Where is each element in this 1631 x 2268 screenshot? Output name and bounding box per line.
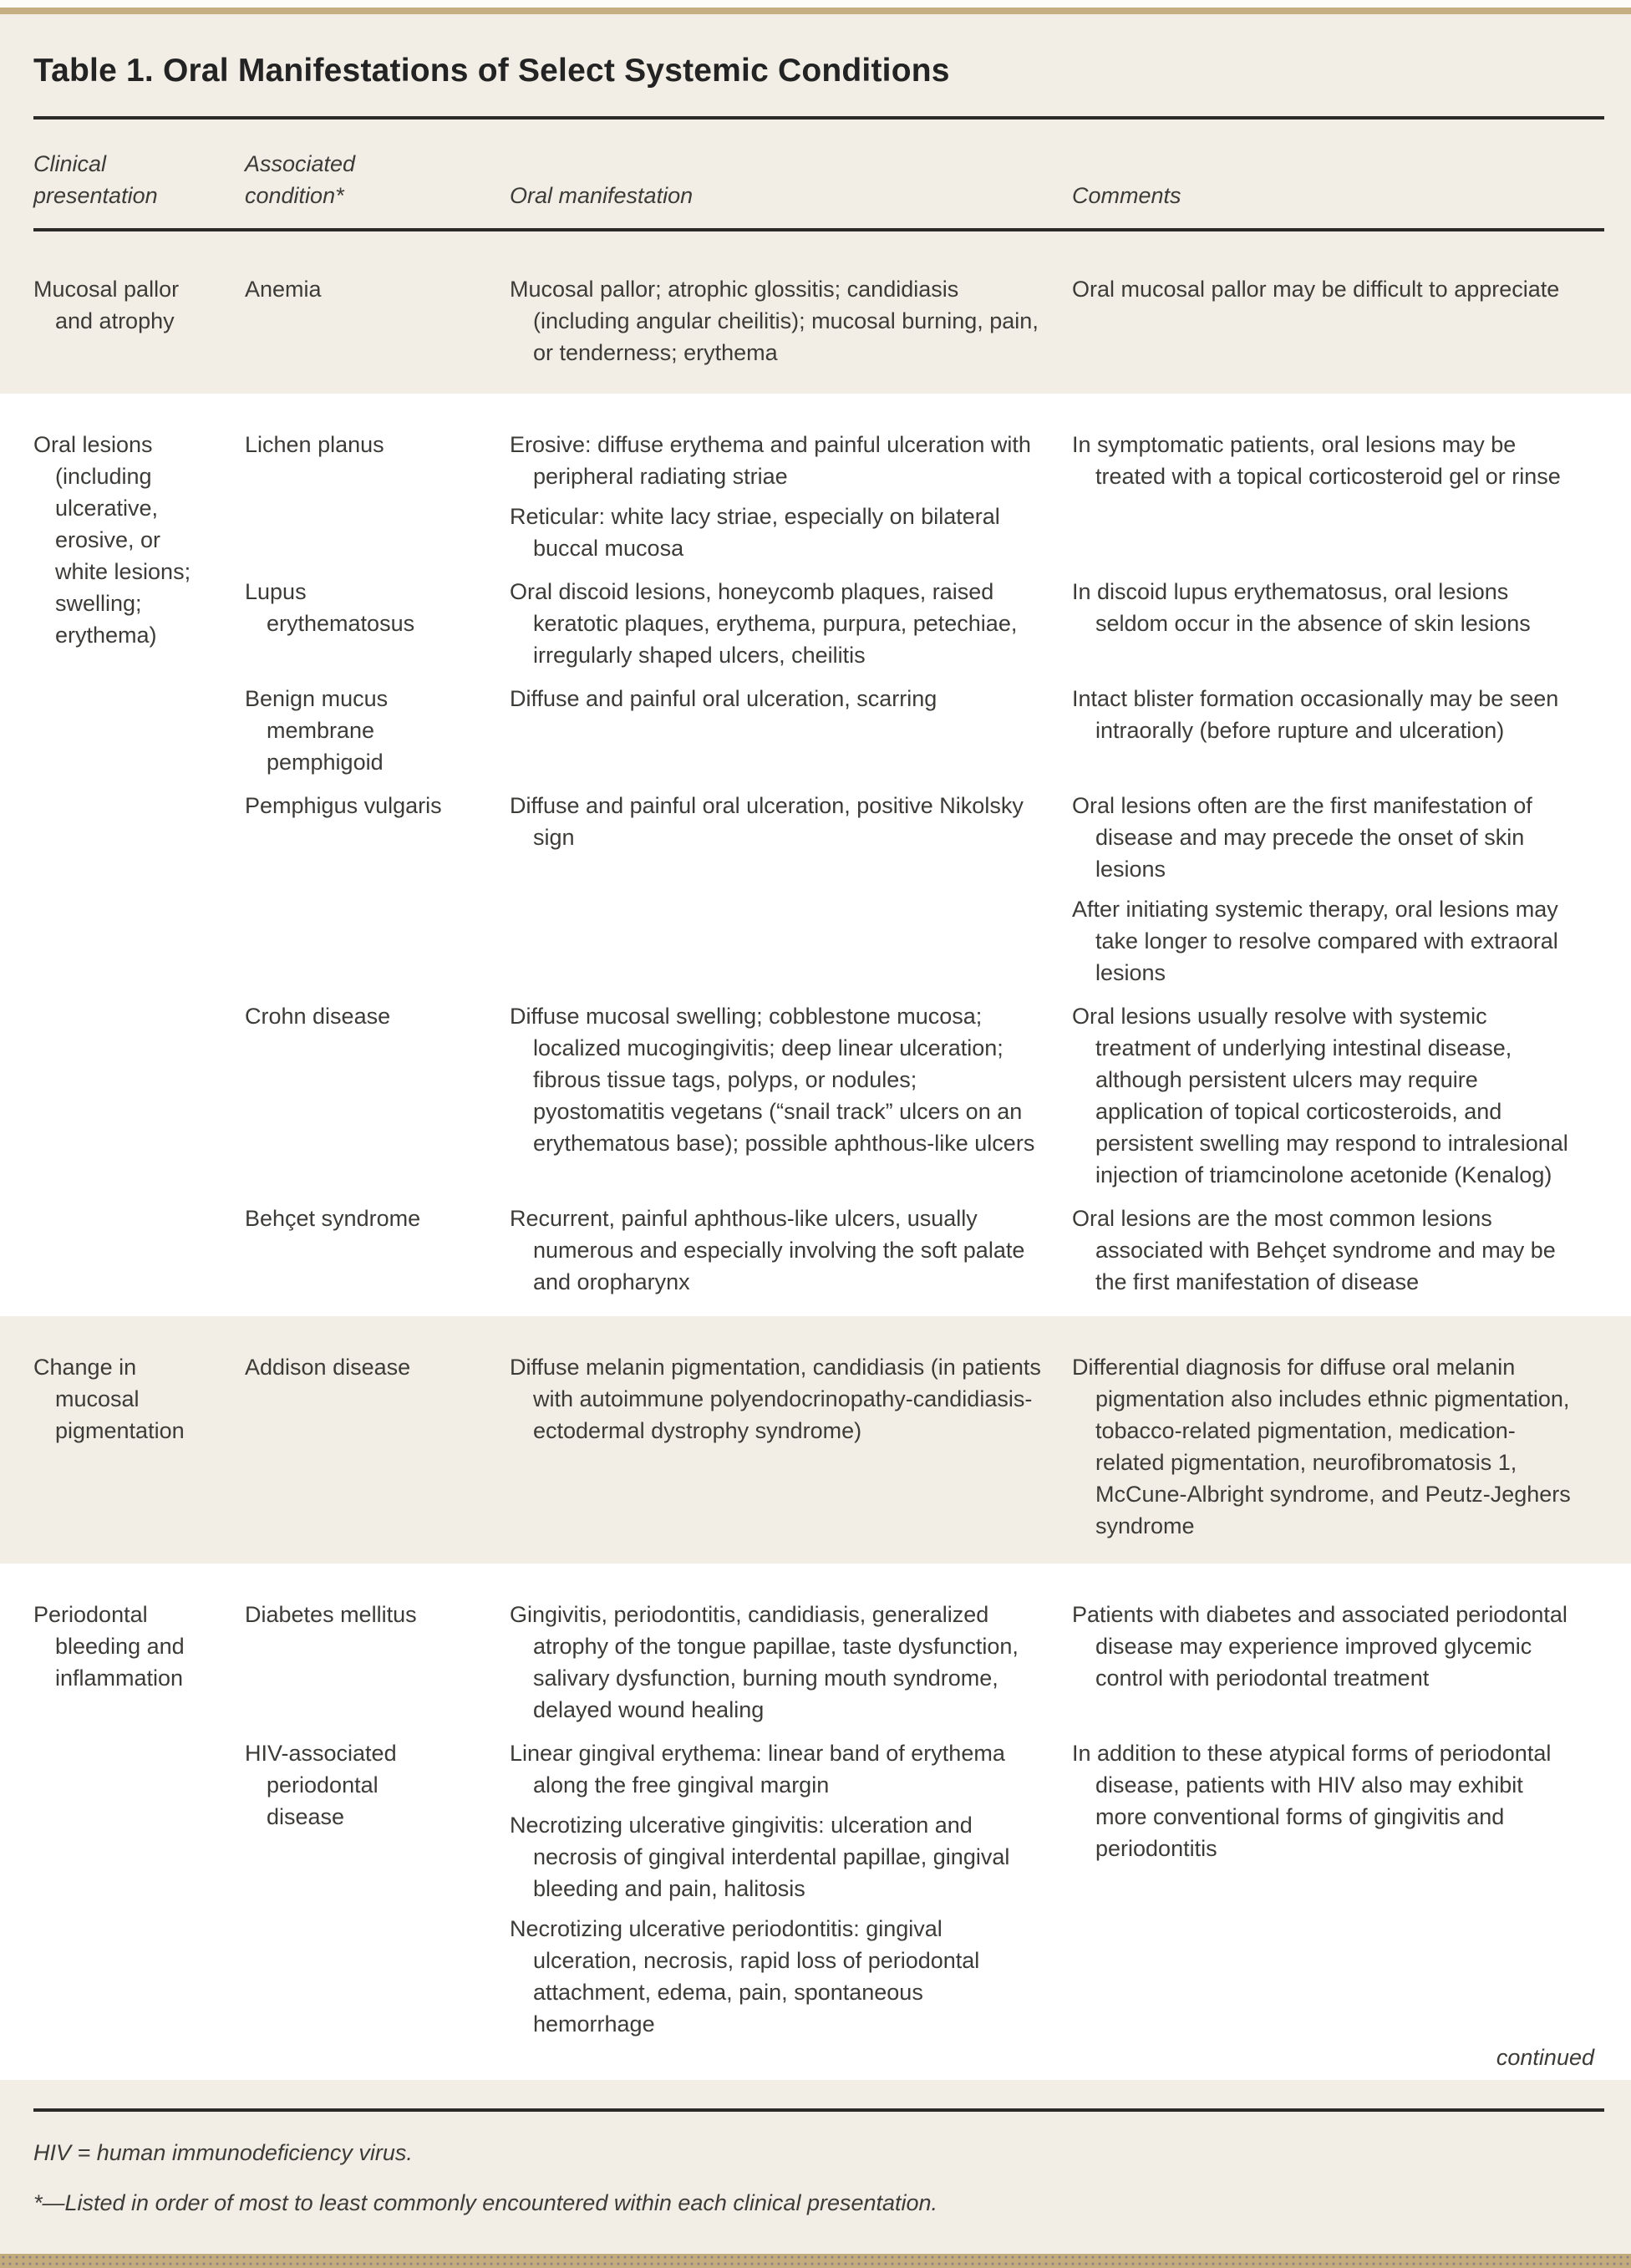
table-entry-lupus-erythematosus <box>245 576 1604 671</box>
manifestation-paragraph: Diffuse melanin pigmentation, candidiasis (in patients with autoimmune polyendocrinopathy-candidiasis-ectodermal dystrophy syndrome) <box>510 1355 1041 1443</box>
row-entries <box>245 1351 1604 1542</box>
comment-paragraph: Patients with diabetes and associated periodontal disease may experience improved glycemic control with periodontal treatment <box>1072 1602 1567 1691</box>
cell-condition: Benign mucus membrane pemphigoid <box>245 686 389 775</box>
table-header-block <box>0 14 1631 231</box>
table-entry-pemphigus-vulgaris <box>245 790 1604 989</box>
cell-clinical-presentation: Mucosal pallor and atrophy <box>33 277 180 333</box>
cell-comments <box>1072 1599 1604 1726</box>
table-entry-behcet-syndrome <box>245 1203 1604 1298</box>
cell-clinical-presentation: Periodontal bleeding and inflammation <box>33 1602 185 1691</box>
cell-oral-manifestation <box>510 790 1072 989</box>
cell-condition: Pemphigus vulgaris <box>245 793 442 818</box>
cell-oral-manifestation <box>510 1000 1072 1191</box>
row-entries <box>245 429 1604 1298</box>
cell-condition: Anemia <box>245 277 322 302</box>
rule-footer <box>33 2108 1604 2112</box>
comment-paragraph: In symptomatic patients, oral lesions may be treated with a topical corticosteroid gel or rinse <box>1072 432 1561 489</box>
bottom-accent-bar <box>0 2254 1631 2268</box>
cell-comments <box>1072 429 1604 564</box>
column-header-comments: Comments <box>1072 183 1181 208</box>
cell-oral-manifestation <box>510 1203 1072 1298</box>
table-row-periodontal-bleeding <box>0 1564 1631 2080</box>
manifestation-paragraph: Linear gingival erythema: linear band of erythema along the free gingival margin <box>510 1741 1005 1798</box>
table-entry-lichen-planus <box>245 429 1604 564</box>
cell-condition: Addison disease <box>245 1355 411 1380</box>
table-row-oral-lesions <box>0 394 1631 1316</box>
top-margin-strip <box>0 0 1631 8</box>
column-header-clinical-presentation: Clinical presentation <box>33 151 158 208</box>
comment-paragraph: Oral mucosal pallor may be difficult to appreciate <box>1072 277 1560 302</box>
cell-comments <box>1072 1737 1604 2040</box>
manifestation-paragraph: Oral discoid lesions, honeycomb plaques, raised keratotic plaques, erythema, purpura, petechiae, irregularly shaped ulcers, cheilitis <box>510 579 1018 668</box>
table-entry-benign-mucus-membrane-pemphigoid <box>245 683 1604 778</box>
manifestation-paragraph: Gingivitis, periodontitis, candidiasis, generalized atrophy of the tongue papillae, taste dysfunction, salivary dysfunction, burning mouth syndrome, delayed wound healing <box>510 1602 1019 1722</box>
cell-condition: Crohn disease <box>245 1004 391 1029</box>
cell-comments <box>1072 1000 1604 1191</box>
table-row-mucosal-pallor <box>0 231 1631 394</box>
cell-comments <box>1072 576 1604 671</box>
manifestation-paragraph: Mucosal pallor; atrophic glossitis; candidiasis (including angular cheilitis); mucosal burning, pain, or tenderness; erythema <box>510 277 1039 365</box>
comment-paragraph: Intact blister formation occasionally may be seen intraorally (before rupture and ulceration) <box>1072 686 1559 743</box>
comment-paragraph: Oral lesions often are the first manifestation of disease and may precede the onset of skin lesions <box>1072 793 1532 882</box>
comment-paragraph: In discoid lupus erythematosus, oral lesions seldom occur in the absence of skin lesions <box>1072 579 1531 636</box>
comment-paragraph: Differential diagnosis for diffuse oral melanin pigmentation also includes ethnic pigmentation, tobacco-related pigmentation, medication-related pigmentation, neurofibromatosis 1, McCune-Albright syndrome, and Peutz-Jeghers syndrome <box>1072 1355 1571 1538</box>
column-header-row <box>33 120 1604 228</box>
cell-oral-manifestation <box>510 1599 1072 1726</box>
cell-comments <box>1072 1203 1604 1298</box>
column-header-associated-condition: Associated condition* <box>245 151 356 208</box>
table-row-mucosal-pigmentation <box>0 1316 1631 1564</box>
comment-paragraph: Oral lesions are the most common lesions associated with Behçet syndrome and may be the first manifestation of disease <box>1072 1206 1556 1294</box>
table-entry-crohn-disease <box>245 1000 1604 1191</box>
comment-paragraph: Oral lesions usually resolve with systemic treatment of underlying intestinal disease, although persistent ulcers may require application of topical corticosteroids, and persistent swelling may respond to intralesional injection of triamcinolone acetonide (Kenalog) <box>1072 1004 1568 1187</box>
table-entry-hiv-associated-periodontal-disease <box>245 1737 1604 2040</box>
column-header-oral-manifestation: Oral manifestation <box>510 183 694 208</box>
manifestation-paragraph: Diffuse mucosal swelling; cobblestone mucosa; localized mucogingivitis; deep linear ulceration; fibrous tissue tags, polyps, or nodules; pyostomatitis vegetans (“snail track” ulcers on an erythematous base); possible aphthous-like ulcers <box>510 1004 1035 1156</box>
cell-condition: Lupus erythematosus <box>245 579 415 636</box>
row-entries <box>245 273 1604 369</box>
cell-condition: Behçet syndrome <box>245 1206 421 1231</box>
cell-condition: Diabetes mellitus <box>245 1602 417 1627</box>
cell-comments <box>1072 273 1604 369</box>
table-entry-addison-disease <box>245 1351 1604 1542</box>
cell-oral-manifestation <box>510 576 1072 671</box>
table-entry-anemia <box>245 273 1604 369</box>
manifestation-paragraph: Reticular: white lacy striae, especially on bilateral buccal mucosa <box>510 504 1000 561</box>
comment-paragraph: After initiating systemic therapy, oral lesions may take longer to resolve compared with extraoral lesions <box>1072 897 1558 985</box>
continued-label: continued <box>1496 2045 1594 2070</box>
manifestation-paragraph: Diffuse and painful oral ulceration, positive Nikolsky sign <box>510 793 1024 850</box>
footnote-asterisk: *—Listed in order of most to least commonly encountered within each clinical presentation. <box>33 2190 938 2215</box>
manifestation-paragraph: Erosive: diffuse erythema and painful ulceration with peripheral radiating striae <box>510 432 1031 489</box>
cell-oral-manifestation <box>510 429 1072 564</box>
cell-condition: HIV-associated periodontal disease <box>245 1741 397 1829</box>
manifestation-paragraph: Necrotizing ulcerative periodontitis: gingival ulceration, necrosis, rapid loss of periodontal attachment, edema, pain, spontaneous hemorrhage <box>510 1916 980 2037</box>
table-footer-block <box>0 2080 1631 2254</box>
cell-clinical-presentation: Change in mucosal pigmentation <box>33 1355 185 1443</box>
row-entries <box>245 1599 1604 2040</box>
table-title: Table 1. Oral Manifestations of Select Systemic Conditions <box>33 53 950 89</box>
footnote-abbreviation: HIV = human immunodeficiency virus. <box>33 2140 413 2165</box>
table-entry-diabetes-mellitus <box>245 1599 1604 1726</box>
cell-comments <box>1072 790 1604 989</box>
manifestation-paragraph: Recurrent, painful aphthous-like ulcers, usually numerous and especially involving the soft palate and oropharynx <box>510 1206 1025 1294</box>
cell-oral-manifestation <box>510 1737 1072 2040</box>
cell-oral-manifestation <box>510 683 1072 778</box>
comment-paragraph: In addition to these atypical forms of periodontal disease, patients with HIV also may exhibit more conventional forms of gingivitis and periodontitis <box>1072 1741 1552 1861</box>
cell-comments <box>1072 1351 1604 1542</box>
cell-condition: Lichen planus <box>245 432 384 457</box>
cell-oral-manifestation <box>510 273 1072 369</box>
cell-clinical-presentation: Oral lesions (including ulcerative, erosive, or white lesions; swelling; erythema) <box>33 432 191 648</box>
manifestation-paragraph: Necrotizing ulcerative gingivitis: ulceration and necrosis of gingival interdental papillae, gingival bleeding and pain, halitosis <box>510 1813 1010 1901</box>
cell-comments <box>1072 683 1604 778</box>
manifestation-paragraph: Diffuse and painful oral ulceration, scarring <box>510 686 937 711</box>
top-accent-bar <box>0 8 1631 14</box>
cell-oral-manifestation <box>510 1351 1072 1542</box>
